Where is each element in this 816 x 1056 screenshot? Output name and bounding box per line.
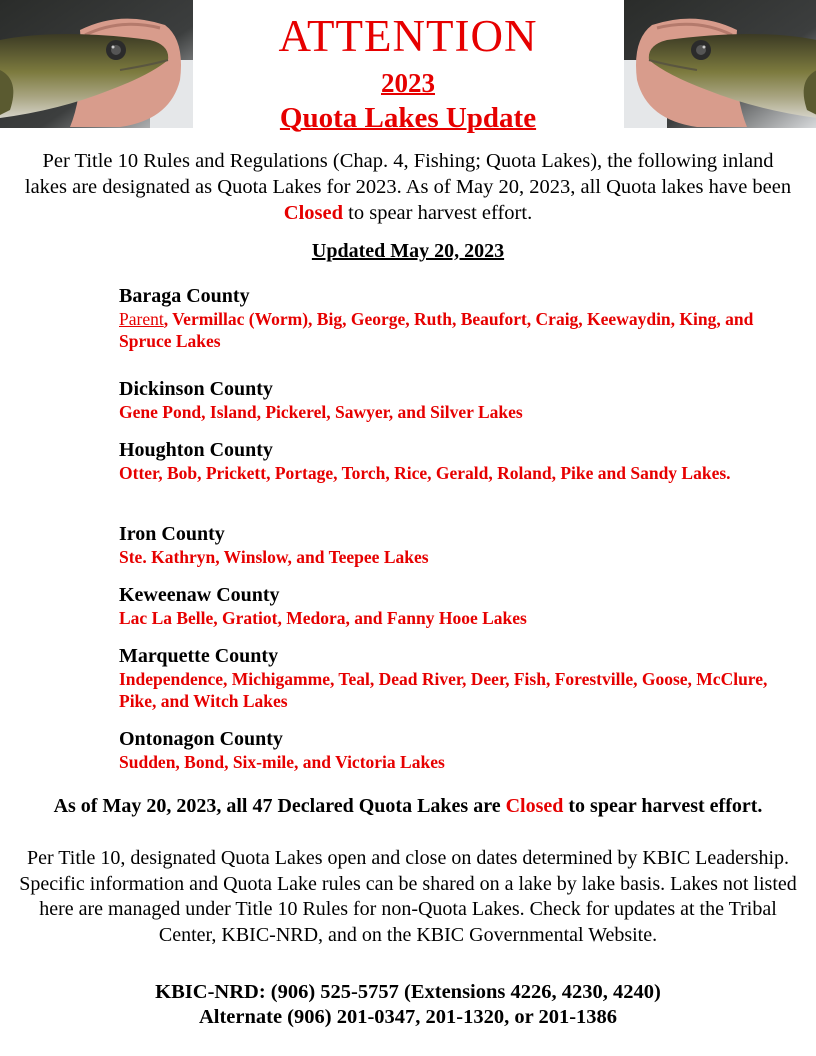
lake-list [119,308,809,352]
closing-statement [20,794,796,818]
closed-status: Closed [505,795,564,817]
attention-heading: ATTENTION [278,11,538,61]
county-block-ontonagon [119,727,809,773]
contact-info [0,980,816,1030]
primary-phone: KBIC-NRD: (906) 525-5757 (Extensions 4226, 4230, 4240) [155,981,661,1003]
intro-text-end: to spear harvest effort. [343,202,533,224]
closed-status: Closed [283,202,344,224]
county-name: Dickinson County [119,378,273,400]
county-name: Ontonagon County [119,728,283,750]
county-name: Houghton County [119,439,273,461]
county-block-baraga [119,284,809,352]
county-name: Baraga County [119,285,250,307]
lake-list-text: , Vermillac (Worm), Big, George, Ruth, Beaufort, Craig, Keewaydin, King, and Spruce Lakes [119,309,754,351]
year-heading: 2023 [381,68,435,98]
lake-list: Sudden, Bond, Six-mile, and Victoria Lakes [119,752,445,772]
closing-text: As of May 20, 2023, all 47 Declared Quota Lakes are [53,795,506,817]
updated-date-heading: Updated May 20, 2023 [311,240,505,262]
county-name: Keweenaw County [119,584,280,606]
county-block-keweenaw [119,583,809,629]
county-block-iron [119,522,809,568]
info-paragraph: Per Title 10, designated Quota Lakes open and close on dates determined by KBIC Leadership. Specific information and Quota Lake rules can be shared on a lake by lake basis. Lakes not listed here are managed under Title 10 Rules for non-Quota Lakes. Check for updates at the Tribal Center, KBIC-NRD, and on the KBIC Governmental Website. [19,847,797,946]
county-name: Marquette County [119,645,279,667]
county-name: Iron County [119,523,225,545]
alternate-phones: Alternate (906) 201-0347, 201-1320, or 201-1386 [198,1006,618,1028]
closing-text-end: to spear harvest effort. [563,795,763,817]
county-block-dickinson [119,377,809,423]
lake-list: Independence, Michigamme, Teal, Dead River, Deer, Fish, Forestville, Goose, McClure, Pike, and Witch Lakes [119,669,768,711]
county-block-marquette [119,644,809,712]
lake-list: Ste. Kathryn, Winslow, and Teepee Lakes [119,547,429,567]
county-block-houghton [119,438,809,484]
intro-paragraph [20,148,796,226]
lake-list: Gene Pond, Island, Pickerel, Sawyer, and Silver Lakes [119,402,523,422]
lake-list: Otter, Bob, Prickett, Portage, Torch, Rice, Gerald, Roland, Pike and Sandy Lakes. [119,463,731,483]
intro-text: Per Title 10 Rules and Regulations (Chap. 4, Fishing; Quota Lakes), the following inland lakes are designated as Quota Lakes for 2023. As of May 20, 2023, all Quota lakes have been [24,150,792,198]
page-title: Quota Lakes Update [279,102,537,134]
lake-link-parent: Parent [119,309,164,329]
lake-list: Lac La Belle, Gratiot, Medora, and Fanny Hooe Lakes [119,608,527,628]
